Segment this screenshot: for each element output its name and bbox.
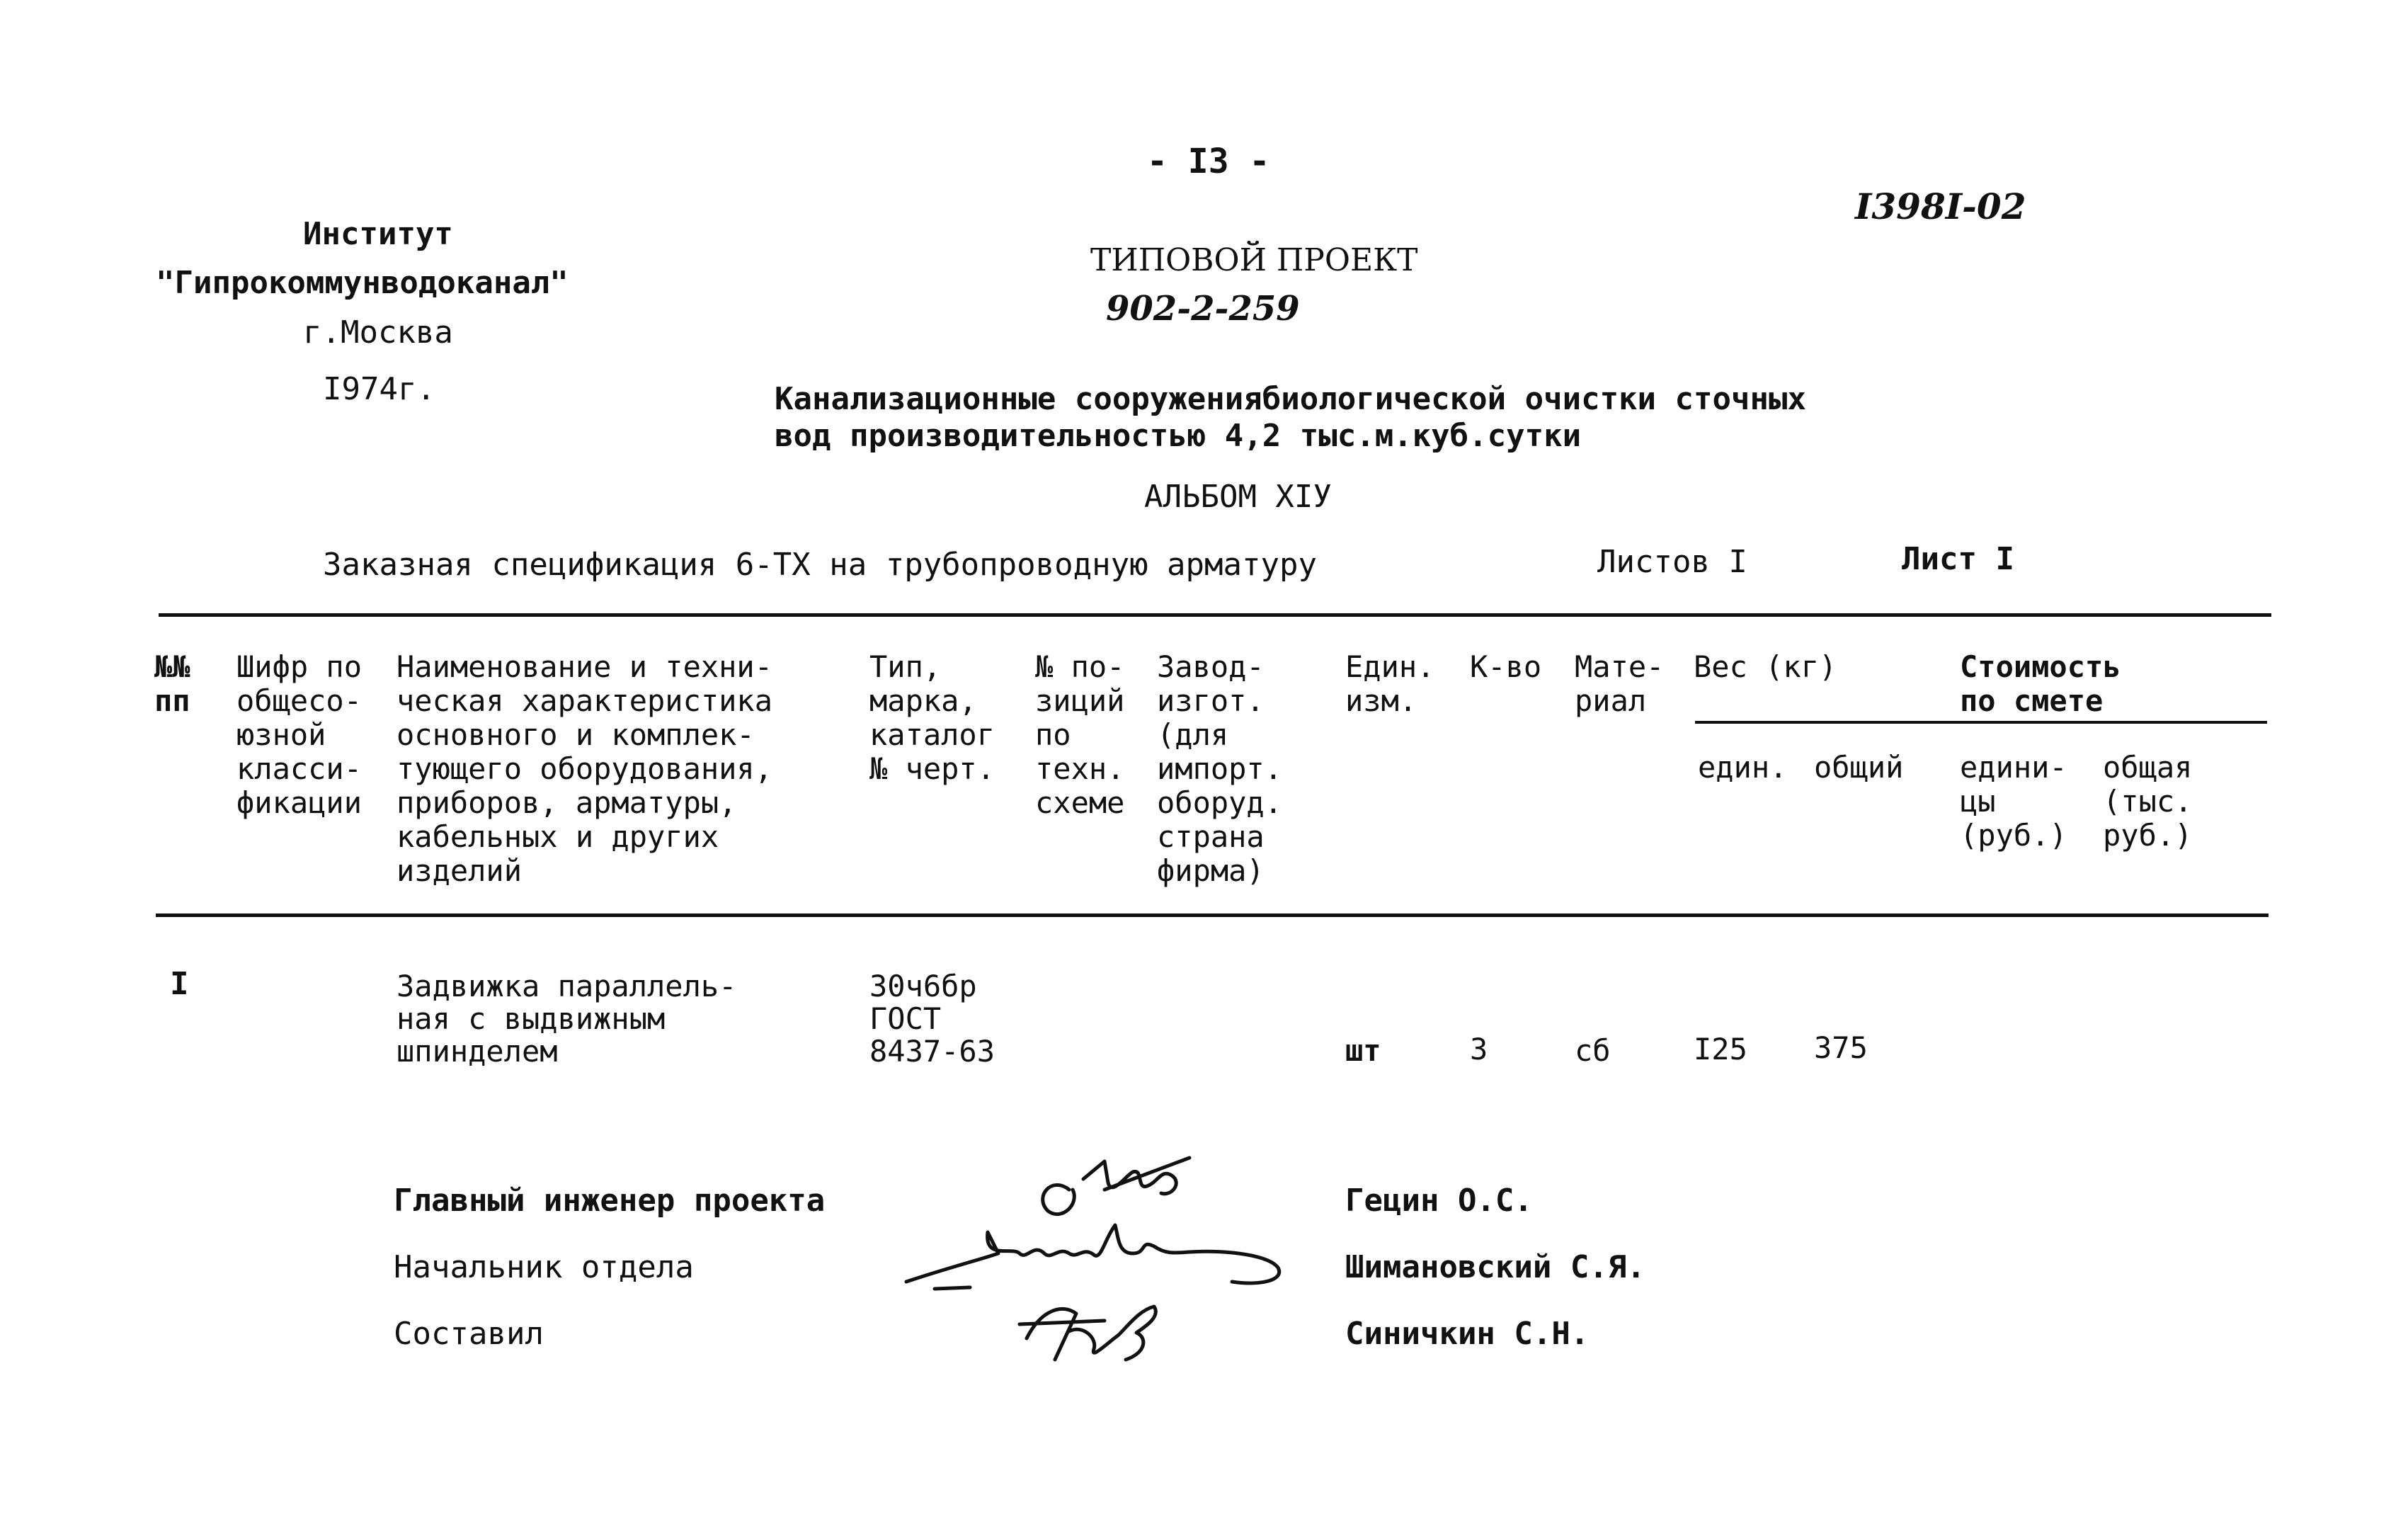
header-num: №№ пп <box>154 649 190 718</box>
sheets-total: Листов I <box>1597 544 1747 580</box>
sheet-number: Лист I <box>1902 541 2014 577</box>
institute-label: Институт <box>303 216 453 252</box>
institute-year: I974г. <box>323 371 435 407</box>
project-number: 902-2-259 <box>1106 289 1300 329</box>
signature-role-department-head: Начальник отдела <box>394 1249 694 1285</box>
page-number: - I3 - <box>1147 142 1270 181</box>
header-unit: Един. изм. <box>1345 649 1435 718</box>
table-top-rule <box>159 613 2271 617</box>
description-line-2: вод производительностью 4,2 тыс.м.куб.сутки <box>775 418 1582 454</box>
header-cost-unit: едини- цы (руб.) <box>1960 750 2067 853</box>
signature-name-department-head: Шимановский С.Я. <box>1345 1249 1645 1285</box>
header-material: Мате- риал <box>1575 649 1665 718</box>
header-position: № по- зиций по техн. схеме <box>1035 649 1125 820</box>
album-title: АЛЬБОМ XIУ <box>1144 479 1332 515</box>
header-name: Наименование и техни- ческая характеристика основного и комплек- тующего оборудования, приборов, арматуры, кабельных и других изделий <box>396 649 773 888</box>
header-code: Шифр по общесо- юзной класси- фикации <box>236 649 363 820</box>
row-num: I <box>170 966 189 1002</box>
header-qty: К-во <box>1470 649 1542 684</box>
header-weight-unit: един. <box>1698 750 1788 785</box>
signature-role-chief-engineer: Главный инженер проекта <box>394 1183 826 1219</box>
header-cost-total: общая (тыс. руб.) <box>2103 750 2193 853</box>
specification-title: Заказная спецификация 6-ТХ на трубопроводную арматуру <box>323 547 1317 583</box>
row-qty: 3 <box>1470 1032 1488 1066</box>
header-weight: Вес (кг) <box>1694 649 1837 684</box>
row-unit: шт <box>1345 1033 1381 1068</box>
row-type: 30ч6бр ГОСТ 8437-63 <box>869 969 995 1069</box>
cost-sub-rule <box>1695 721 2267 724</box>
handwritten-code: I398I-02 <box>1855 186 2026 227</box>
row-material: сб <box>1575 1033 1611 1068</box>
signature-name-chief-engineer: Гецин О.С. <box>1345 1183 1533 1219</box>
handwritten-signatures <box>892 1147 1303 1367</box>
table-header-bottom-rule <box>156 914 2269 917</box>
row-name: Задвижка параллель- ная с выдвижным шпинделем <box>396 969 737 1069</box>
row-weight-total: 375 <box>1814 1030 1868 1065</box>
project-title: ТИПОВОЙ ПРОЕКТ <box>1090 242 1418 278</box>
header-cost: Стоимость по смете <box>1960 649 2121 718</box>
description-line-1: Канализационные сооружениябиологической очистки сточных <box>775 381 1806 417</box>
row-weight-unit: I25 <box>1694 1032 1747 1066</box>
header-manufacturer: Завод- изгот. (для импорт. оборуд. страна фирма) <box>1157 649 1283 888</box>
institute-city: г.Москва <box>303 314 453 351</box>
header-weight-total: общий <box>1814 750 1904 785</box>
signature-role-compiler: Составил <box>394 1316 544 1352</box>
signature-name-compiler: Синичкин С.Н. <box>1345 1316 1590 1352</box>
header-type: Тип, марка, каталог № черт. <box>869 649 995 786</box>
institute-name: "Гипрокоммунводоканал" <box>156 265 569 301</box>
